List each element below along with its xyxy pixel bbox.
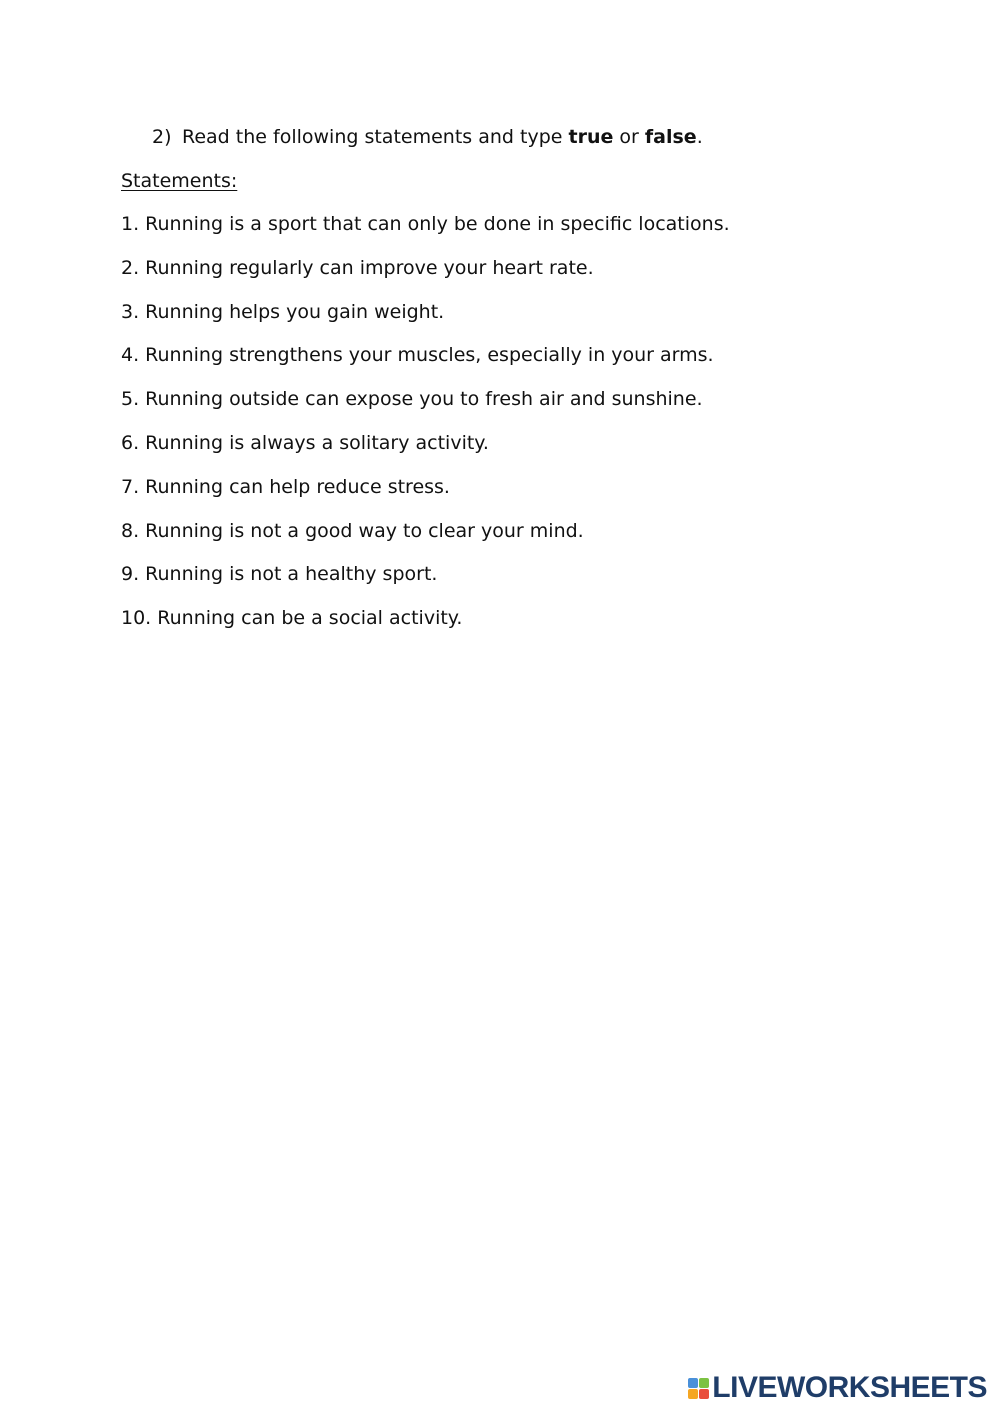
- instruction-word-true: true: [568, 126, 614, 148]
- statement-item: 5. Running outside can expose you to fresh air and sunshine.: [121, 388, 703, 411]
- instruction-line: [152, 124, 703, 150]
- statement-item: 7. Running can help reduce stress.: [121, 475, 450, 498]
- statements-list: [121, 211, 730, 649]
- statement-item: 8. Running is not a good way to clear your mind.: [121, 519, 584, 542]
- logo-text: LIVEWORKSHEETS: [712, 1371, 987, 1404]
- statement-item: 1. Running is a sport that can only be done in specific locations.: [121, 213, 730, 235]
- logo-square: [699, 1389, 709, 1399]
- logo-square: [688, 1389, 698, 1399]
- statement-item: 6. Running is always a solitary activity.: [121, 431, 489, 454]
- instruction-word-false: false: [644, 126, 697, 148]
- statement-item: 3. Running helps you gain weight.: [121, 300, 445, 323]
- instruction-text-end: .: [696, 126, 703, 148]
- logo-square: [699, 1378, 709, 1388]
- instruction-number: 2): [152, 126, 172, 148]
- statement-item: 4. Running strengthens your muscles, especially in your arms.: [121, 344, 714, 367]
- statement-item: 9. Running is not a healthy sport.: [121, 563, 438, 586]
- instruction-text-or: or: [613, 126, 645, 148]
- liveworksheets-logo: [688, 1372, 987, 1404]
- logo-mark-icon: [688, 1378, 709, 1399]
- statement-item: 2. Running regularly can improve your heart rate.: [121, 256, 594, 279]
- instruction-text-before: Read the following statements and type: [182, 126, 569, 148]
- statements-heading: Statements:: [121, 170, 238, 192]
- logo-square: [688, 1378, 698, 1388]
- statement-item: 10. Running can be a social activity.: [121, 607, 463, 630]
